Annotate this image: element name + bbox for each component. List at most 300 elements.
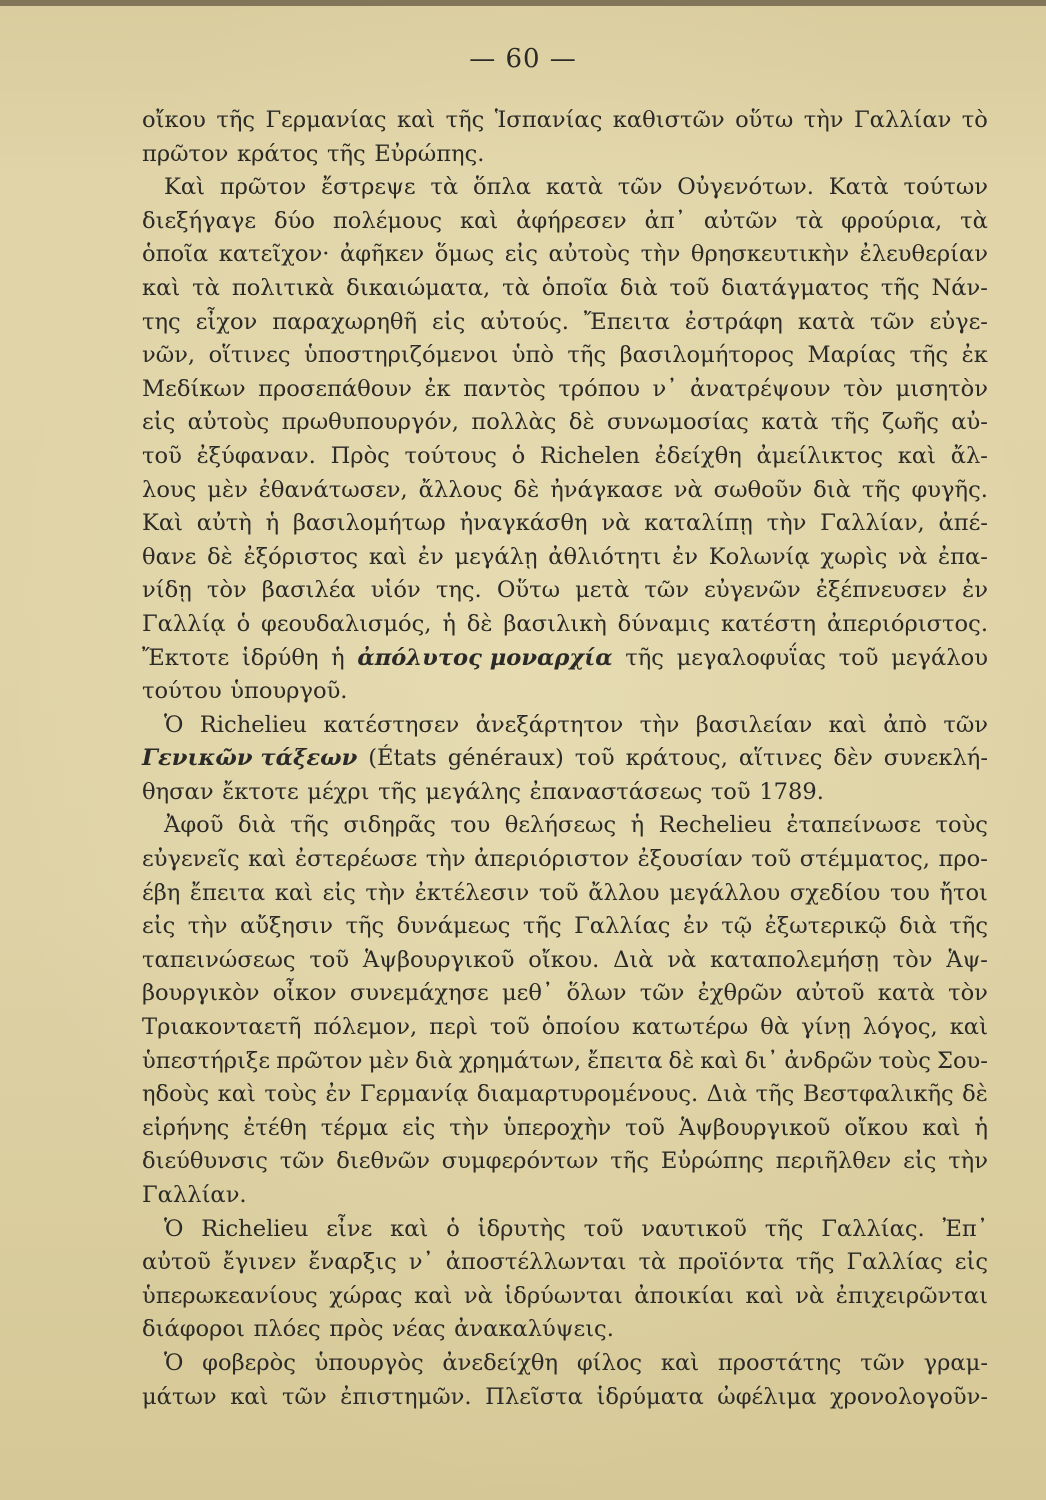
word: ἐτέθη <box>243 1114 307 1141</box>
word: καὶ <box>700 1047 739 1074</box>
word: τῷ <box>721 913 753 940</box>
word: (États <box>368 745 437 772</box>
word: τούτου <box>142 678 222 705</box>
word: Ἔπειτα <box>583 308 670 335</box>
word: ὁ <box>236 610 251 637</box>
word: φρούρια, <box>841 207 943 234</box>
word: συνωμοσίας <box>607 409 749 436</box>
word: προσεπάθουν <box>258 375 412 402</box>
word: ἀπεριόριστος. <box>826 610 988 637</box>
word: Γαλλίας <box>846 1249 943 1276</box>
word: μετὰ <box>575 577 630 604</box>
word: τούτους <box>404 442 497 469</box>
word: βουργικὸν <box>142 980 260 1007</box>
word: χωρὶς <box>820 543 888 570</box>
word: υἱόν <box>370 577 421 604</box>
word: καὶ <box>274 879 314 906</box>
word: ἔπειτα <box>189 879 266 906</box>
word: θελήσεως <box>504 812 617 839</box>
word: ἐστερέωσε <box>294 846 418 873</box>
word: αὐτοῦ <box>795 980 865 1007</box>
word: Ἔκτοτε <box>142 644 230 671</box>
word: αὐτοὺς <box>548 241 630 268</box>
word: ἐθανάτωσεν, <box>258 476 408 503</box>
word: Πλεῖστα <box>485 1383 583 1410</box>
word: τῆς <box>880 274 920 301</box>
word: κράτους, <box>625 745 728 772</box>
word: τῶν <box>617 174 663 201</box>
word: κατέστη <box>721 610 817 637</box>
word: τῆς <box>795 1249 835 1276</box>
word: ἐταπείνωσε <box>786 812 921 839</box>
word: ἐν <box>672 543 698 570</box>
word: τὴν <box>640 241 681 268</box>
page-number: — 60 — <box>469 44 577 74</box>
word: ἐκτέλεσιν <box>414 879 530 906</box>
word: παραχωρηθῆ <box>272 308 418 335</box>
word: τὰ <box>638 1249 667 1276</box>
word: διάφοροι <box>142 1316 245 1343</box>
word: ὑπὸ <box>511 342 554 369</box>
text-line <box>142 642 988 676</box>
word: τοῦ <box>583 1215 624 1242</box>
word: τὸν <box>948 980 988 1007</box>
word: οἴκου. <box>528 946 600 973</box>
word: τοῦ <box>538 879 579 906</box>
word: ἀνεξάρτητον <box>475 711 624 738</box>
word: γίνῃ <box>801 1014 851 1041</box>
word: τὴν <box>639 711 680 738</box>
word: ἐν <box>325 1081 352 1108</box>
word: ὁ <box>446 1215 460 1242</box>
word: ἔπειτα <box>587 1047 663 1074</box>
word: τὴν <box>365 879 406 906</box>
word: δυνάμεως <box>396 913 511 940</box>
word: ἐκ <box>424 375 451 402</box>
text-line <box>142 1280 988 1314</box>
word: Ἁψβουργικοῦ <box>362 946 515 973</box>
text-line <box>142 339 988 373</box>
word: διὰ <box>813 476 851 503</box>
word: Οὕτω <box>496 577 561 604</box>
word: δικαιώματα, <box>346 274 491 301</box>
word: Νάν- <box>931 274 988 301</box>
word: ν᾽ <box>408 1249 434 1276</box>
text-line <box>142 1145 988 1179</box>
word: τοὺς <box>264 1081 317 1108</box>
word: Ἁψβουργικοῦ <box>678 1114 831 1141</box>
text-line <box>142 944 988 978</box>
word: Ὁ <box>164 711 184 738</box>
word: ἐκ <box>961 342 988 369</box>
word: φεουδαλισμός, <box>261 610 432 637</box>
word: χρονολογοῦν- <box>829 1383 988 1410</box>
word: τοῦ <box>751 846 792 873</box>
text-line <box>142 574 988 608</box>
text-line <box>142 1213 988 1247</box>
word: προϊόντα <box>678 1249 784 1276</box>
word: ἡ <box>974 1114 988 1141</box>
word: Καὶ <box>142 510 183 537</box>
text-line <box>142 474 988 508</box>
word: διὰ <box>237 812 276 839</box>
word: ἄλλου <box>588 879 660 906</box>
word: καταλίπῃ <box>644 510 753 537</box>
word: του <box>450 812 491 839</box>
word: ν᾽ <box>652 375 678 402</box>
word: ἀποικίαι <box>634 1282 734 1309</box>
word: Ἱσπανίας <box>494 107 603 133</box>
word: τὰ <box>502 274 530 301</box>
word: τρόπου <box>558 375 640 402</box>
word: τὴν <box>803 107 844 133</box>
word: ὑποστηριζόμενοι <box>304 342 499 369</box>
word: καὶ <box>897 442 936 469</box>
word: τοῦ <box>625 1114 665 1141</box>
word: Ἐπ᾽ <box>942 1215 988 1242</box>
word: τῆς <box>610 1148 649 1175</box>
word: φίλος <box>576 1349 643 1376</box>
word: συνεκλή- <box>883 745 988 772</box>
word: ἔστρεψε <box>321 174 416 201</box>
word: τοὺς <box>878 1047 931 1074</box>
word: Σου- <box>936 1047 988 1074</box>
word: ὑπερωκεανίους <box>142 1282 318 1309</box>
word: πλόες <box>253 1316 321 1343</box>
text-line <box>142 306 988 340</box>
word: καὶ <box>660 1349 700 1376</box>
word: τοῦ <box>574 745 615 772</box>
word: ἐχθρῶν <box>697 980 783 1007</box>
word: παντὸς <box>463 375 546 402</box>
text-line <box>142 238 988 272</box>
word: τῶν <box>644 577 690 604</box>
word: καὶ <box>230 1383 269 1410</box>
word: Οὐγενότων. <box>677 174 814 201</box>
word: Γαλλίαν <box>853 107 952 133</box>
word: του <box>889 879 930 906</box>
text-body <box>142 104 988 1414</box>
word: διεύθυνσις <box>142 1148 268 1175</box>
word: αὐτούς. <box>480 308 569 335</box>
word: ἠναγκάσθη <box>459 510 588 537</box>
word: χώρας <box>329 1282 403 1309</box>
word: δὲ <box>513 476 540 503</box>
text-line <box>142 440 988 474</box>
word: ἐν <box>417 543 444 570</box>
text-line <box>142 742 988 776</box>
emphasized-term: Γενικῶν τάξεων <box>142 745 358 772</box>
text-line <box>142 675 988 709</box>
word: ἀθλιότητι <box>548 543 662 570</box>
word: πρωθυπουργόν, <box>281 409 459 436</box>
word: Γαλλίας <box>574 913 671 940</box>
word: τὰ <box>430 174 459 201</box>
word: διεθνῶν <box>336 1148 430 1175</box>
text-line <box>142 507 988 541</box>
text-line <box>142 541 988 575</box>
word: τῆς <box>949 913 988 940</box>
text-line <box>142 1246 988 1280</box>
word: ἀπέ- <box>938 510 988 537</box>
word: τῆς <box>378 778 417 805</box>
text-line <box>142 709 988 743</box>
word: ἱδρύωνται <box>504 1282 623 1309</box>
word: δὲ <box>466 610 493 637</box>
word: τῆς <box>755 1081 795 1108</box>
word: οἴκου <box>844 1114 909 1141</box>
text-line <box>142 1179 988 1213</box>
word: δύναμις <box>617 610 711 637</box>
word: τῶν <box>860 1349 905 1376</box>
word: τῆς <box>216 107 256 133</box>
word: Κατὰ <box>828 174 889 201</box>
word: ὁποῖα <box>541 274 608 301</box>
word: ταπεινώσεως <box>142 946 296 973</box>
word: αὐτὴ <box>196 510 252 537</box>
word: ἔγινεν <box>222 1249 297 1276</box>
word: ἐξωτερικῷ <box>764 913 887 940</box>
word: νὰ <box>898 543 928 570</box>
word: εὐγε- <box>929 308 988 335</box>
word: πολιτικὰ <box>231 274 335 301</box>
word: τῆς <box>830 409 870 436</box>
word: Διὰ <box>706 1081 748 1108</box>
word: ἐπιχειρῶνται <box>835 1282 988 1309</box>
word: ὑπεστήριξε <box>142 1047 271 1074</box>
word: τῆς <box>861 476 901 503</box>
word: θὰ <box>760 1014 790 1041</box>
text-line <box>142 272 988 306</box>
word: ηδοὺς <box>142 1081 210 1108</box>
word: καὶ <box>414 1282 453 1309</box>
word: ἡ <box>442 610 456 637</box>
word: κατωτέρω <box>632 1014 749 1041</box>
word: ἱδρύθη <box>241 644 319 671</box>
word: πρῶτον <box>142 140 229 167</box>
word: Ἁψ- <box>946 946 988 973</box>
word: συμφερόντων <box>441 1148 599 1175</box>
word: πρῶτον <box>219 174 307 201</box>
word: αὔξησιν <box>239 913 333 940</box>
word: τοῦ <box>710 778 751 805</box>
text-line <box>142 776 988 810</box>
word: Μεδίκων <box>142 375 246 402</box>
text-line <box>142 843 988 877</box>
word: τὰ <box>960 207 988 234</box>
word: πολέμους <box>332 207 443 234</box>
word: ἀνεδείχθη <box>442 1349 559 1376</box>
word: περὶ <box>429 1014 478 1041</box>
word: οἴκου <box>142 107 206 133</box>
word: ἐξέπνευσεν <box>815 577 947 604</box>
word: ἐλευθερίαν <box>859 241 988 268</box>
word: Ὁ <box>164 1215 184 1242</box>
word: ἄλ- <box>950 442 988 469</box>
text-line <box>142 1381 988 1415</box>
word: τῆς <box>326 140 366 167</box>
word: ὁποίου <box>541 1014 620 1041</box>
word: της. <box>435 577 482 604</box>
word: σωθοῦν <box>713 476 803 503</box>
word: βασιλέα <box>261 577 356 604</box>
word: καταπολεμήσῃ <box>710 946 879 973</box>
word: Μαρίας <box>807 342 896 369</box>
word: τῆς <box>764 1215 804 1242</box>
word: Εὐρώπης. <box>374 140 485 167</box>
word: ἐπα- <box>938 543 988 570</box>
word: τῶν <box>282 1383 327 1410</box>
text-line <box>142 171 988 205</box>
word: θησαν <box>142 778 214 805</box>
word: θανε <box>142 543 197 570</box>
word: αὐτοὺς <box>187 409 270 436</box>
word: δὲ <box>668 1047 695 1074</box>
text-line <box>142 1045 988 1079</box>
word: ἐπαναστάσεως <box>529 778 703 805</box>
word: ἐξόριστος <box>243 543 359 570</box>
word: τὴν <box>187 913 228 940</box>
word: τὴν <box>766 510 807 537</box>
word: διὰ <box>619 274 658 301</box>
word: τῆς <box>567 342 607 369</box>
word: ἀποστέλλωνται <box>445 1249 627 1276</box>
word: τῆς <box>909 342 949 369</box>
word: της <box>142 308 181 335</box>
word: μισητὸν <box>895 375 988 402</box>
word: κατεῖχον· <box>218 241 330 268</box>
word: τῆς <box>445 107 485 133</box>
word: εἰρήνης <box>142 1114 230 1141</box>
word: Rechelieu <box>658 812 772 839</box>
word: δὲ <box>207 543 233 570</box>
word: τῆς <box>522 913 562 940</box>
text-line <box>142 138 988 172</box>
word: τῶν <box>943 711 988 738</box>
word: εὐγενεῖς <box>142 846 240 873</box>
word: καὶ <box>142 274 181 301</box>
word: τῆς <box>625 644 664 671</box>
word: ἔναρξις <box>308 1249 397 1276</box>
word: τοῦ <box>489 1014 530 1041</box>
word: εἰς <box>432 308 466 335</box>
word: ἡ <box>265 510 280 537</box>
word: τὰ <box>192 274 220 301</box>
word: εἰς <box>142 913 176 940</box>
word: ὑπεροχὴν <box>502 1114 612 1141</box>
word: νὰ <box>795 1282 825 1309</box>
word: αὐτῶν <box>703 207 778 234</box>
word: μὲν <box>207 476 248 503</box>
text-line <box>142 977 988 1011</box>
word: στέμματος, <box>799 846 930 873</box>
word: εἰς <box>903 1148 937 1175</box>
word: ἀνακαλύψεις. <box>454 1316 614 1343</box>
word: τὰ <box>795 207 824 234</box>
word: εἰς <box>142 409 176 436</box>
word: νὰ <box>463 1282 493 1309</box>
word: ἀπεριόριστον <box>474 846 630 873</box>
word: εἶχον <box>195 308 258 335</box>
word: ἀφῆκεν <box>339 241 425 268</box>
word: ὑπουργοῦ. <box>230 678 348 705</box>
text-line <box>142 1313 988 1347</box>
word: εἰς <box>504 241 538 268</box>
word: μεγάλῃ <box>454 543 538 570</box>
word: 1789. <box>759 778 824 805</box>
word: νὰ <box>667 946 697 973</box>
word: τέρμα <box>320 1114 389 1141</box>
word: τὸν <box>206 577 247 604</box>
word: έβη <box>142 879 181 906</box>
word: φυγῆς. <box>911 476 988 503</box>
word: δὲ <box>568 409 595 436</box>
word: ἀνατρέψουν <box>690 375 831 402</box>
word: προ- <box>938 846 988 873</box>
word: δι᾽ <box>744 1047 779 1074</box>
word: Richelen <box>539 442 640 469</box>
word: δύο <box>274 207 315 234</box>
word: ἀπὸ <box>883 711 927 738</box>
word: καὶ <box>396 107 436 133</box>
word: μεγάλλου <box>669 879 781 906</box>
word: τὴν <box>449 1114 490 1141</box>
word: τῶν <box>279 1148 325 1175</box>
word: φοβερὸς <box>202 1349 296 1376</box>
word: μὲν <box>368 1047 410 1074</box>
word: Richelieu <box>201 1215 309 1242</box>
word: εἰς <box>954 1249 988 1276</box>
word: δὲ <box>962 1081 988 1108</box>
word: τῶν <box>869 308 915 335</box>
word: Γαλλίαν, <box>820 510 925 537</box>
word: χρημάτων, <box>458 1047 582 1074</box>
word: νίδῃ <box>142 577 192 604</box>
text-line <box>142 608 988 642</box>
word: τὸν <box>892 946 933 973</box>
word: κράτος <box>236 140 319 167</box>
word: τὴν <box>948 1148 988 1175</box>
word: ἱδρύματα <box>596 1383 704 1410</box>
word: Γαλλίας. <box>821 1215 925 1242</box>
text-line <box>142 809 988 843</box>
word: Κολωνίᾳ <box>708 543 810 570</box>
word: ὅμως <box>434 241 495 268</box>
word: διὰ <box>899 913 937 940</box>
word: ἡ <box>630 812 645 839</box>
word: οὕτω <box>735 107 794 133</box>
word: Γαλλίαν. <box>142 1182 247 1208</box>
word: ἐξουσίαν <box>637 846 743 873</box>
word: καὶ <box>248 846 287 873</box>
word: ἠνάγκασε <box>550 476 663 503</box>
word: Richelieu <box>199 711 307 738</box>
word: εἰς <box>322 879 356 906</box>
text-line <box>142 1011 988 1045</box>
word: αὐ- <box>951 409 988 436</box>
word: βασιλομήτωρ <box>292 510 446 537</box>
word: τοῦ <box>669 274 710 301</box>
word: ἐν <box>962 577 988 604</box>
word: κατὰ <box>877 980 935 1007</box>
word: θρησκευτικὴν <box>690 241 850 268</box>
word: ἐστράφη <box>684 308 783 335</box>
emphasized-term: ἀπόλυτος μοναρχία <box>357 644 613 671</box>
word: καὶ <box>828 711 867 738</box>
text-line <box>142 1112 988 1146</box>
word: τῆς <box>345 913 385 940</box>
text-line <box>142 877 988 911</box>
